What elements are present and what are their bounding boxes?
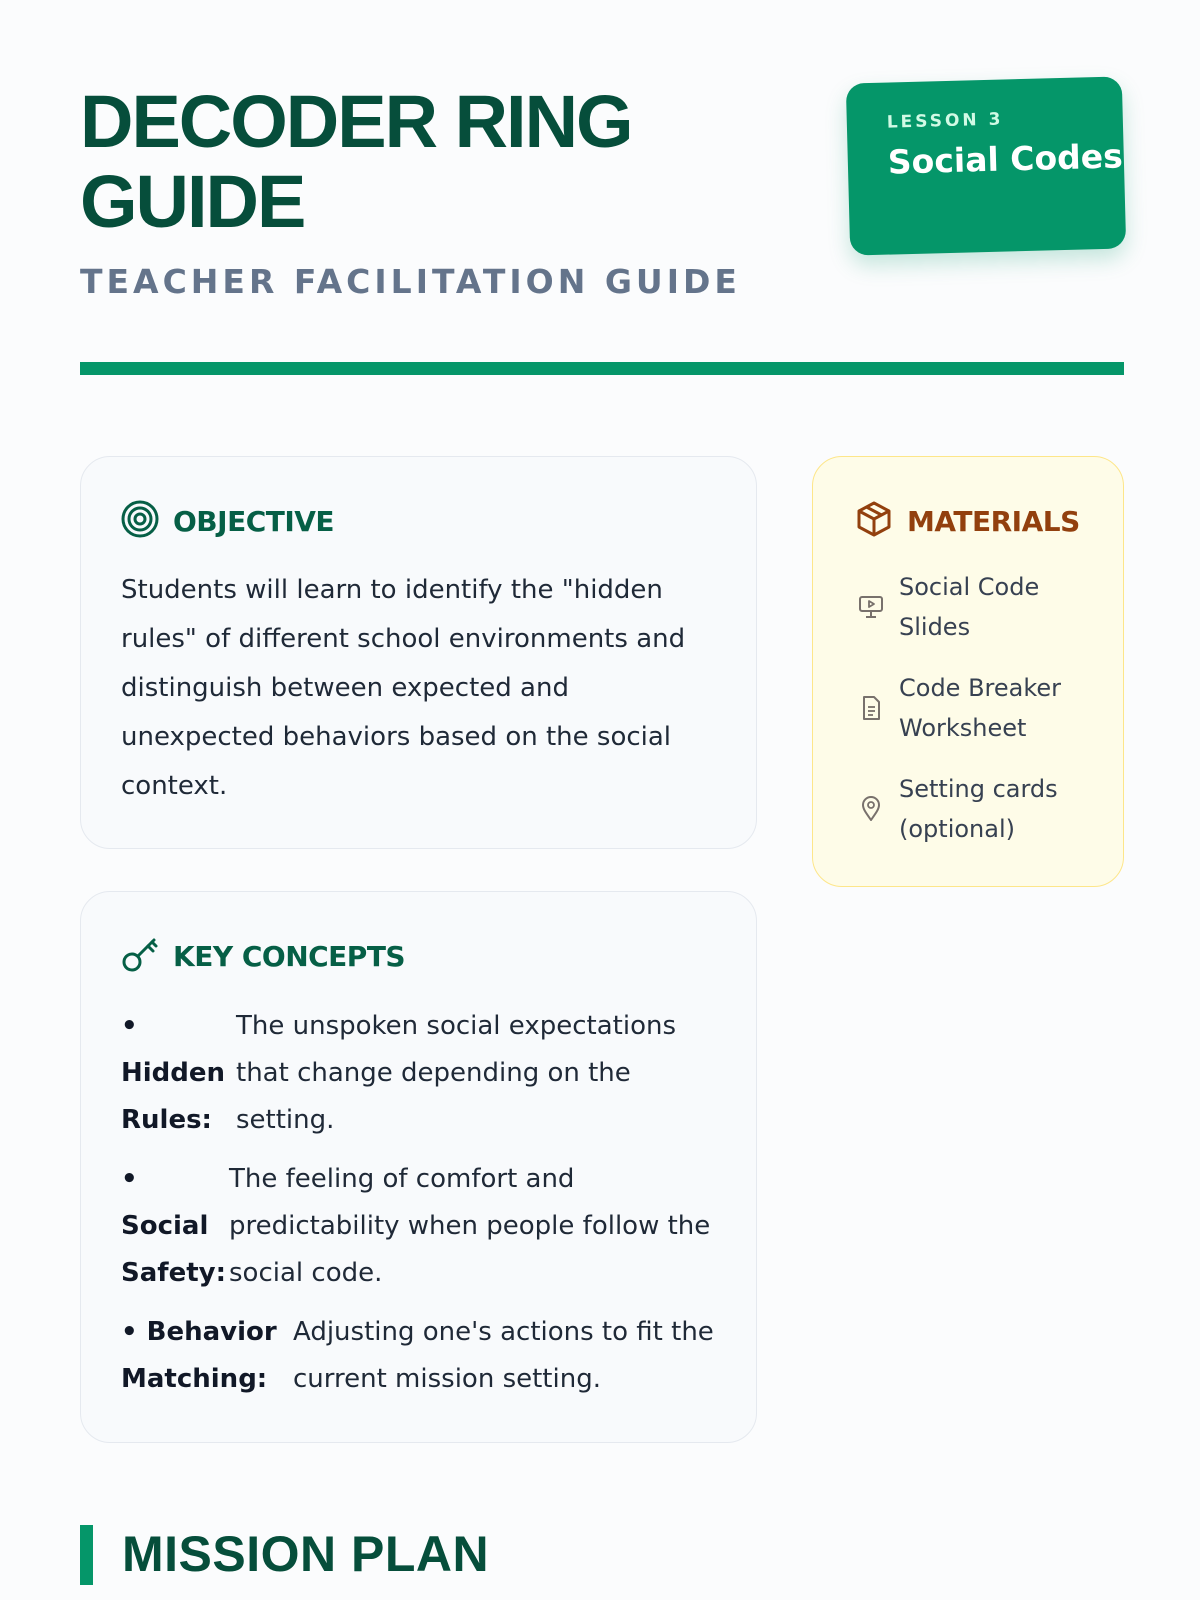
page-subtitle: TEACHER FACILITATION GUIDE	[80, 262, 741, 301]
material-item	[855, 769, 1123, 849]
section-title: MISSION PLAN	[122, 1526, 490, 1582]
materials-heading: MATERIALS	[907, 504, 1080, 538]
material-label: Code Breaker Worksheet	[899, 674, 1062, 742]
material-item	[855, 567, 1123, 647]
presentation-icon	[855, 593, 887, 621]
objective-card	[80, 456, 757, 849]
key-concepts-list	[121, 1003, 716, 1403]
package-icon	[855, 500, 893, 542]
material-item	[855, 668, 1123, 748]
target-icon	[121, 500, 159, 542]
concept-term: • Social Safety:	[121, 1164, 226, 1288]
key-concepts-card	[80, 891, 757, 1443]
materials-card	[812, 456, 1124, 887]
concept-term: • Behavior Matching:	[121, 1317, 277, 1394]
key-icon	[121, 935, 159, 977]
header-divider	[80, 362, 1124, 375]
concept-term: • Hidden Rules:	[121, 1011, 226, 1135]
lesson-number: LESSON 3	[886, 109, 1004, 133]
objective-heading: OBJECTIVE	[173, 504, 335, 538]
concept-definition: The feeling of comfort and predictability when people follow the social code.	[229, 1164, 711, 1288]
concept-definition: Adjusting one's actions to fit the current mission setting.	[293, 1317, 714, 1394]
objective-text: Students will learn to identify the "hidden rules" of different school environments and distinguish between expected and unexpected behaviors based on the social context.	[121, 575, 686, 801]
lesson-title: Social Codes	[887, 136, 1124, 182]
concept-item	[121, 1156, 716, 1297]
concept-definition: The unspoken social expectations that change depending on the setting.	[236, 1011, 676, 1135]
page-title: DECODER RING GUIDE	[80, 80, 632, 243]
concept-item	[121, 1003, 716, 1144]
concept-item	[121, 1309, 716, 1403]
material-label: Social Code Slides	[899, 573, 1040, 641]
materials-list	[855, 567, 1123, 849]
document-icon	[855, 694, 887, 722]
key-concepts-heading: KEY CONCEPTS	[173, 939, 406, 973]
material-label: Setting cards (optional)	[899, 775, 1058, 843]
section-accent-bar	[80, 1525, 93, 1585]
lesson-badge	[846, 76, 1126, 255]
map-pin-icon	[855, 795, 887, 823]
